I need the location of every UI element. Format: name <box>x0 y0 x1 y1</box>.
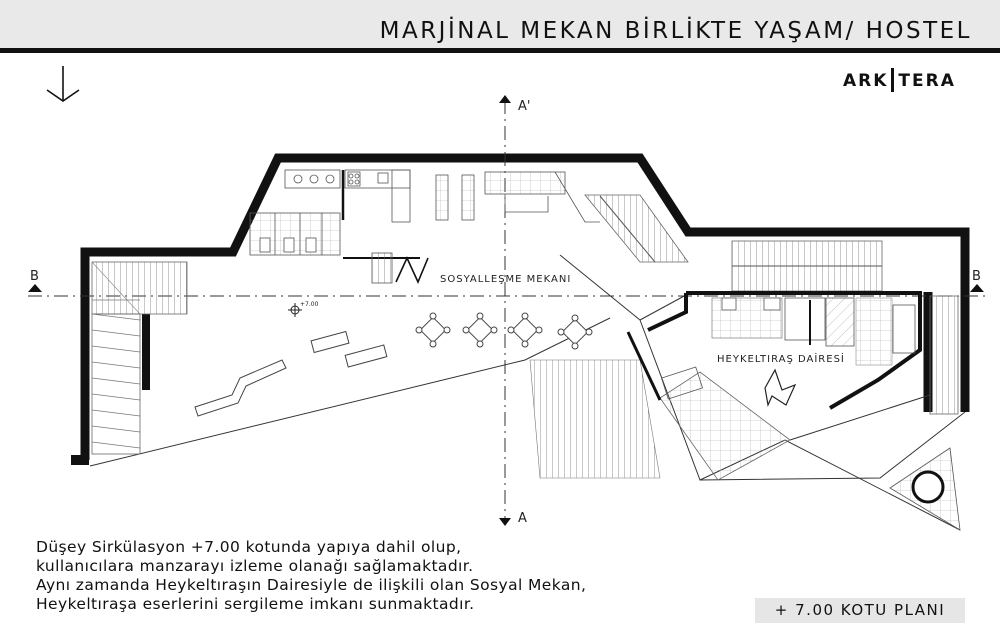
description <box>36 538 736 614</box>
left-staircase <box>92 262 187 454</box>
level-label-box: + 7.00 KOTU PLANI <box>755 598 965 623</box>
cafe-tables <box>416 313 592 349</box>
section-label-bottom: A <box>518 511 527 526</box>
lower-stairs <box>530 360 660 478</box>
description-line-4: Heykeltıraşa eserlerini sergileme imkanı sunmaktadır. <box>36 595 475 613</box>
brand-logo-right: TERA <box>898 71 956 91</box>
left-core-wall <box>142 314 150 390</box>
courtyard-triangle <box>890 448 960 530</box>
section-label-left: B <box>30 269 39 284</box>
section-label-top: A' <box>518 99 531 114</box>
bar-counter <box>485 172 600 222</box>
benches <box>195 332 387 416</box>
description-line-1: Düşey Sirkülasyon +7.00 kotunda yapıya dahil olup, <box>36 538 462 556</box>
north-arrow-icon <box>47 66 79 101</box>
kitchen <box>345 170 474 222</box>
elevation-marker-label: +7.00 <box>300 301 319 308</box>
description-line-3: Aynı zamanda Heykeltıraşın Dairesiyle de ilişkili olan Sosyal Mekan, <box>36 576 587 594</box>
room-label-sculptor: HEYKELTIRAŞ DAİRESİ <box>717 354 845 365</box>
bottom-left-wall <box>71 455 89 465</box>
sculptor-apartment <box>628 293 920 480</box>
right-upper-stairs <box>732 241 882 291</box>
right-lower-stairs <box>930 296 958 414</box>
section-label-right: B <box>972 269 981 284</box>
page-title: MARJİNAL MEKAN BİRLİKTE YAŞAM/ HOSTEL <box>379 18 972 44</box>
description-line-2: kullanıcılara manzarayı izleme olanağı sağlamaktadır. <box>36 557 474 575</box>
room-label-social: SOSYALLEŞME MEKANI <box>440 274 572 285</box>
partition <box>343 253 428 283</box>
brand-logo-left: ARK <box>843 71 889 91</box>
